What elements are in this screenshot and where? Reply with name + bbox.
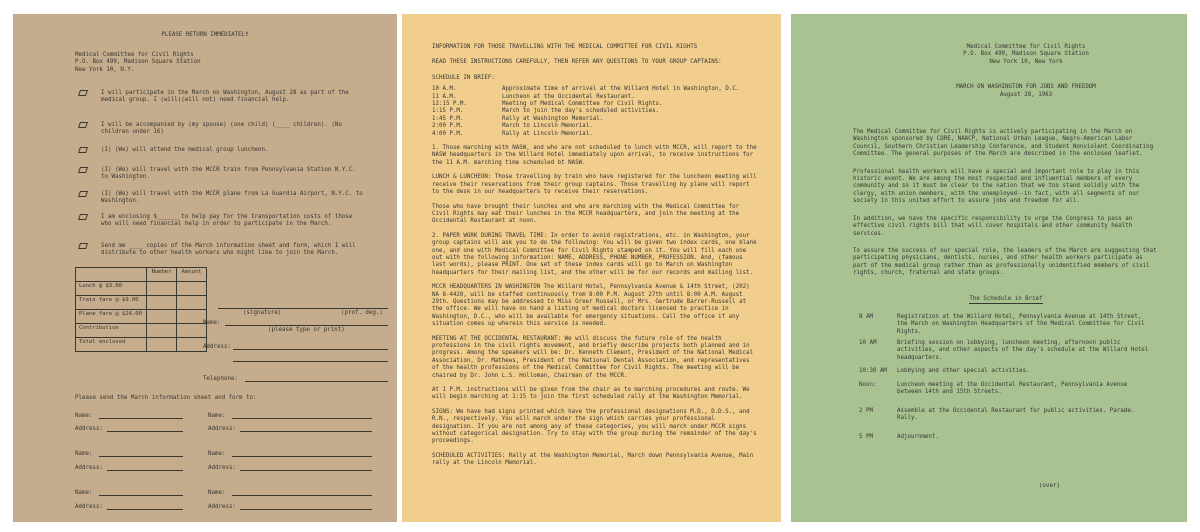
schedule-row (432, 116, 747, 123)
schedule-time: 10:30 AM (859, 367, 887, 374)
info-paragraph: 2. PAPER WORK DURING TRAVEL TIME: In order to avoid registrations, etc. in Washington, your group captains will ask you to do the following: You will be given two index cards, one blank one, and one with Medical Committee for Civil Rights stamped on it. You will fill each one out with the following information: NAME, ADDRESS, PHONE NUMBER, PROFESSION. And, (famous last words), please PRINT. One set of these index cards will go to March on Washington headquarters for their mailing list, and the other will be for our records and mailing list. (432, 232, 757, 276)
table-cell[interactable] (177, 310, 207, 324)
address-label: Address: (75, 426, 103, 432)
telephone-line[interactable] (245, 381, 388, 382)
info-instructions: READ THESE INSTRUCTIONS CAREFULLY, THEN REFER ANY QUESTIONS TO YOUR GROUP CAPTAINS: (432, 59, 722, 66)
info-paragraph: LUNCH & LUNCHEON: Those travelling by train who have registered for the luncheon meeting will receive their reservations from their group captains. Those travelling by plane will report to the desk in our headquarters to receive their reservations. (432, 174, 757, 196)
address-line: P.O. Box 499, Madison Square Station (75, 59, 201, 66)
table-cell[interactable] (177, 282, 207, 296)
address-label: Address: (208, 426, 236, 432)
form-address (75, 52, 201, 74)
prof-deg-label: (prof. deg.) (341, 310, 383, 316)
signature-label: (signature) (243, 310, 282, 316)
over-label: (over) (1039, 483, 1060, 489)
telephone-label: Telephone: (203, 376, 238, 382)
name-label: Name: (75, 490, 93, 496)
info-paragraph: MCCR HEADQUARTERS IN WASHINGTON The Willard Hotel, Pennsylvania Avenue & 14th Street, (202) NA 8-4420, will be staffed continuously from 8:00 P.M. August 27th until 8:00 A.M. August 29th. Questions may be addressed to Miss Greer Russell, or Mrs. Gertrude Barrer-Russell at the office. We will have on hand a listing of medical doctors licensed to practice in Washington, D.C., who will be available for emergency situations. Call the office if any situation comes up wherein this service is needed. (432, 284, 750, 328)
address-line: New York 10, New York (989, 58, 1063, 65)
schedule-row (432, 101, 747, 108)
form-item: (I) (We) will travel with the MCCR train from Pennsylvania Station N.Y.C. to Washington. (101, 167, 356, 181)
form-item: I will be accompanied by (my spouse) (one child) (____ children). (No children under 16) (101, 122, 342, 136)
schedule-title-text: The Schedule in Brief (969, 296, 1042, 304)
table-cell[interactable] (147, 324, 177, 338)
address-line: P.O. Box 499, Madison Square Station (963, 51, 1089, 58)
form-item: (I) (We) will travel with the MCCR plane from La Guardia Airport, N.Y.C. to Washington. (101, 191, 363, 205)
info-paragraph: MEETING AT THE OCCIDENTAL RESTAURANT: We will discuss the future role of the health professions in the civil rights movement, and briefly describe projects both planned and in progress. Among the speakers will be: Dr. Kenneth Clement, President of the National Medical Association, Dr. Mathews, President of the National Dental Association, and representatives of the health professions of the Medical Committee for Civil Rights. The meeting will be chaired by Dr. John L.S. Holloman, Chairman of the MCCR. (432, 335, 754, 379)
schedule-row (859, 314, 1159, 340)
address-line: New York 10, N.Y. (75, 66, 135, 73)
letter-title: MARCH ON WASHINGTON FOR JOBS AND FREEDOM (956, 84, 1096, 91)
schedule-time: 2 PM (859, 407, 873, 414)
table-header: Number (147, 268, 177, 282)
name-label: Name: (203, 320, 221, 326)
schedule-time: 5 PM (859, 433, 873, 440)
letter-schedule (859, 314, 1159, 441)
table-cell[interactable] (147, 296, 177, 310)
schedule-event: Rally at Lincoln Memorial. (502, 130, 593, 137)
schedule-row (859, 434, 1159, 441)
registration-form-sheet (13, 14, 397, 522)
address-line: Medical Committee for Civil Rights (966, 44, 1086, 50)
name-label: Name: (208, 413, 226, 419)
schedule-time: 4:00 P.M. (432, 130, 464, 137)
letter-paragraph: In addition, we have the specific responsibility to urge the Congress to pass an effective civil rights bill that will cover hospitals and other community health services. (853, 215, 1133, 237)
schedule-table (432, 86, 747, 138)
schedule-event: Rally at Washington Memorial. (502, 115, 604, 122)
schedule-time: 1:45 P.M. (432, 115, 464, 122)
schedule-time: 8 AM (859, 313, 873, 320)
address-label: Address: (208, 465, 236, 471)
table-cell[interactable] (177, 338, 207, 352)
address-line[interactable] (240, 509, 372, 510)
schedule-event: Registration at the Willard Hotel, Pennsylvania Avenue at 14th Street, the March on Washington Headquarters of the Medical Committee for Civil Rights. (897, 313, 1145, 335)
travel-info-sheet (402, 14, 781, 522)
schedule-row (859, 408, 1159, 434)
form-item: I am enclosing $______ to help pay for the transportation costs of those who will need financial help in order to participate in the March. (101, 214, 353, 228)
schedule-event: March to join the day's scheduled activities. (502, 108, 660, 115)
schedule-row (432, 108, 747, 115)
send-instruction: Please send the March information sheet and form to: (75, 395, 257, 401)
schedule-time: 11 A.M. (432, 93, 457, 100)
letter-date: August 28, 1963 (999, 91, 1053, 98)
address-line[interactable] (240, 431, 372, 432)
schedule-time: 10 A.M. (432, 86, 457, 93)
info-title: INFORMATION FOR THOSE TRAVELLING WITH THE MEDICAL COMMITTEE FOR CIVIL RIGHTS (432, 44, 698, 50)
schedule-time: 12:15 P.M. (432, 101, 467, 108)
name-line[interactable] (99, 495, 183, 496)
schedule-row (432, 131, 747, 138)
name-label: Name: (208, 490, 226, 496)
address-label: Address: (75, 465, 103, 471)
schedule-event: Assemble at the Occidental Restaurant for public activities. Parade. Rally. (897, 407, 1135, 422)
address-line: Medical Committee for Civil Rights (75, 52, 194, 58)
info-paragraph: At 1 P.M. instructions will be given from the chair as to marching procedures and route. We will begin marching at 1:15 to join the first scheduled rally at the Washington Memorial. (432, 387, 750, 401)
schedule-event: Adjournment. (897, 433, 939, 440)
table-cell[interactable] (147, 310, 177, 324)
schedule-row (859, 382, 1159, 408)
name-label: Name: (75, 413, 93, 419)
name-line[interactable] (232, 495, 372, 496)
address-line[interactable] (233, 349, 388, 350)
address-line[interactable] (233, 361, 388, 362)
table-cell[interactable] (177, 296, 207, 310)
checkbox[interactable] (78, 214, 88, 220)
name-line[interactable] (99, 456, 183, 457)
schedule-row (859, 340, 1159, 368)
letter-paragraph: The Medical Committee for Civil Rights is actively participating in the March on Washington sponsored by CORE, NAACP, National Urban League, Negro-American Labor Council, Southern Christian Leadership Conference, and Student Nonviolent Coordinating Committee. The general purposes of the March are described in the enclosed leaflet. (853, 129, 1154, 158)
schedule-title (853, 296, 1159, 304)
schedule-heading: SCHEDULE IN BRIEF: (432, 74, 495, 81)
schedule-time: 2:00 P.M. (432, 123, 464, 130)
signature-line[interactable] (218, 308, 388, 309)
print-hint: (please type or print) (268, 327, 345, 333)
name-line[interactable] (225, 325, 388, 326)
name-line[interactable] (232, 456, 372, 457)
name-label: Name: (208, 451, 226, 457)
schedule-row (432, 123, 747, 130)
checkbox[interactable] (78, 243, 88, 249)
schedule-row (432, 94, 747, 101)
table-row-label: Plane fare @ $24.00 (76, 310, 147, 324)
payment-table (75, 267, 207, 352)
table-header: Amount (177, 268, 207, 282)
address-line[interactable] (107, 470, 183, 471)
table-row-label: Lunch @ $3.00 (76, 282, 147, 296)
form-item: Send me ____ copies of the March information sheet and form, which I will distribute to other health workers who might like to join the March. (101, 243, 356, 257)
address-label: Address: (208, 504, 236, 510)
name-line[interactable] (232, 418, 372, 419)
info-paragraph: Those who have brought their lunches and who are marching with the Medical Committee for Civil Rights may eat their lunches in the MCCR headquarters, and join the meeting at the Occidental Restaurant at noon. (432, 203, 740, 225)
info-paragraph: SCHEDULED ACTIVITIES: Rally at the Washington Memorial, March down Pennsylvania Avenue, Main rally at the Lincoln Memorial. (432, 452, 754, 467)
table-row-label: Contribution (76, 324, 147, 338)
schedule-time: 10 AM (859, 339, 877, 346)
table-row-label: Train fare @ $9.00 (76, 296, 147, 310)
schedule-event: Luncheon meeting at the Occidental Restaurant, Pennsylvania Avenue between 14th and 15th Streets. (897, 381, 1128, 396)
table-cell[interactable] (177, 324, 207, 338)
schedule-time: 1:15 P.M. (432, 108, 464, 115)
table-cell[interactable] (147, 282, 177, 296)
form-header: PLEASE RETURN IMMEDIATELY (161, 32, 249, 38)
schedule-row (432, 86, 747, 93)
checkbox[interactable] (78, 167, 88, 173)
schedule-event: Briefing session on lobbying, luncheon meeting, afternoon public activities, and other aspects of the day's schedule at the Willard Hotel headquarters. (897, 339, 1149, 361)
schedule-time: Noon: (859, 381, 877, 388)
form-item: (I) (We) will attend the medical group luncheon. (101, 147, 269, 153)
march-letter-sheet (791, 14, 1187, 522)
schedule-event: Luncheon at the Occidental Restaurant. (502, 93, 635, 100)
name-line[interactable] (99, 418, 183, 419)
checkbox[interactable] (78, 147, 88, 153)
table-cell[interactable] (147, 338, 177, 352)
table-row-label: Total enclosed (76, 338, 147, 352)
info-paragraph: SIGNS: We have had signs printed which have the professional designations M.D., D.D.S., and R.N., respectively. You will march under the sign which carries your professional designation. If you are not among any of these categories, you will march under MCCR signs without categorical designation. Try to stay with the group during the remainder of the day's proceedings. (432, 408, 757, 445)
schedule-event: Meeting of Medical Committee for Civil Rights. (502, 101, 663, 108)
address-line[interactable] (107, 431, 183, 432)
form-item: I will participate in the March on Washington, August 28 as part of the medical group. I (will)(will not) need financial help. (101, 90, 349, 104)
letter-paragraph: To assure the success of our special role, the leaders of the March are suggesting that participating physicians, dentists, nurses, and other health workers participate as part of the medical group rather than as professionally unidentified members of civil rights, church, fraternal and state groups. (853, 247, 1157, 277)
schedule-row (859, 368, 1159, 382)
letter-paragraph: Professional health workers will have a special and important role to play in this historic event. We are among the most respected and influential members of every community and so it must be clear to the nation that we too stand solidly with the clergy, with union members, with the unemployed--in fact, with all segments of our society in this united effort to assure jobs and freedom for all. (853, 168, 1140, 205)
schedule-event: March to Lincoln Memorial. (502, 123, 593, 130)
address-line[interactable] (107, 509, 183, 510)
checkbox[interactable] (78, 191, 88, 197)
address-label: Address: (75, 504, 103, 510)
checkbox[interactable] (78, 90, 88, 96)
schedule-event: Lobbying and other special activities. (897, 367, 1030, 374)
checkbox[interactable] (78, 122, 88, 128)
address-label: Address: (203, 344, 231, 350)
name-label: Name: (75, 451, 93, 457)
address-line[interactable] (240, 470, 372, 471)
schedule-event: Approximate time of arrival at the Willard Hotel in Washington, D.C. (502, 86, 740, 93)
letter-address (893, 44, 1159, 66)
info-paragraph: 1. Those marching with NASW, and who are not scheduled to lunch with MCCR, will report to the NASW headquarters in the Willard Hotel immediately upon arrival, to receive instructions for the 11 A.M. marching time scheduled bt NASW. (432, 145, 757, 166)
